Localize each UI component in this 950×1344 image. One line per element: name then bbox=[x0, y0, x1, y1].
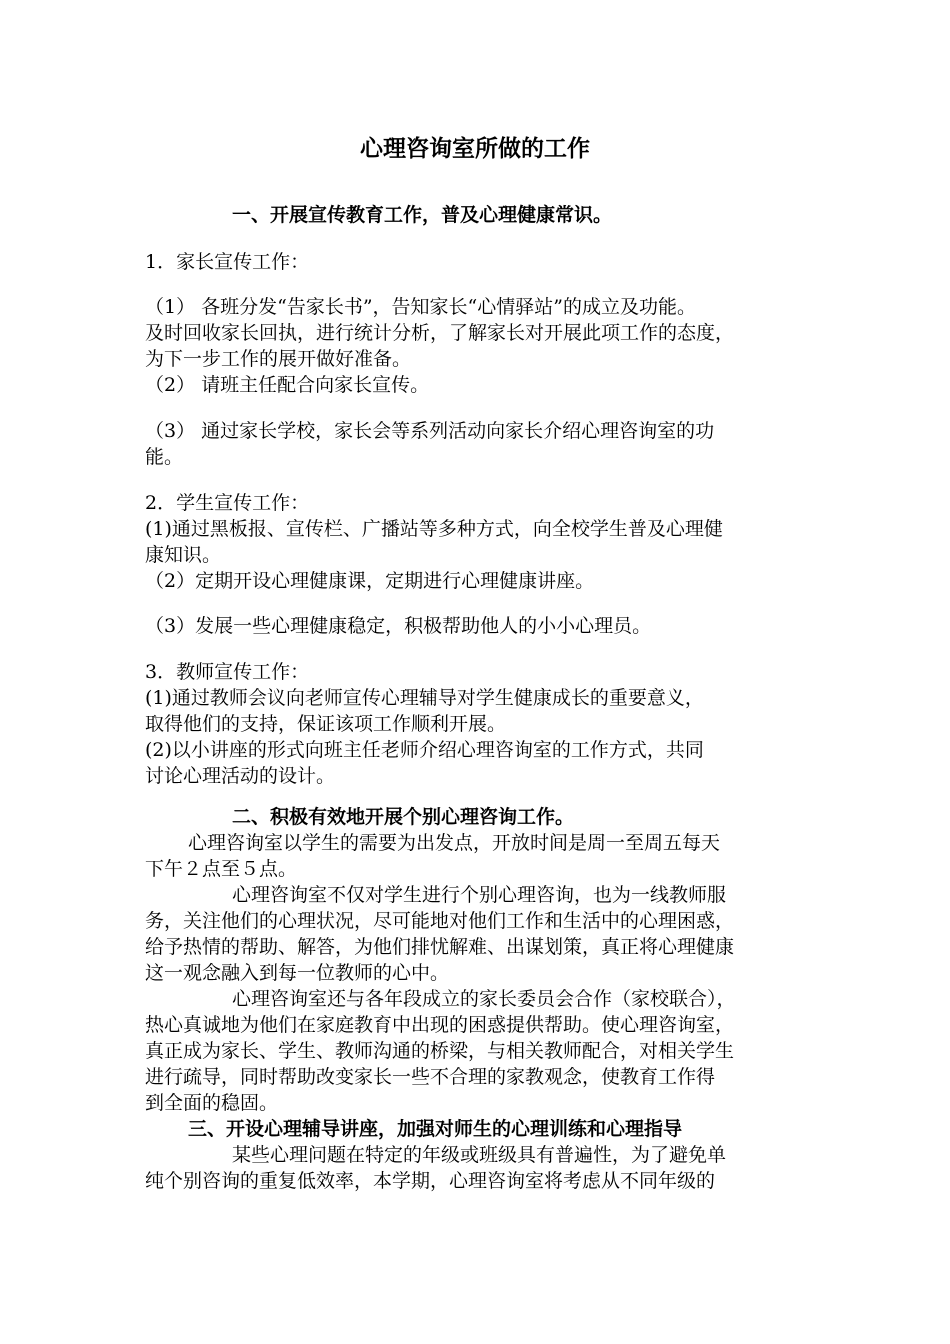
paragraph-line: （3） 通过家长学校，家长会等系列活动向家长介绍心理咨询室的功 bbox=[145, 420, 715, 442]
paragraph-line: 及时回收家长回执，进行统计分析，了解家长对开展此项工作的态度， bbox=[145, 322, 735, 344]
paragraph-line: (1)通过黑板报、宣传栏、广播站等多种方式，向全校学生普及心理健 bbox=[145, 518, 723, 540]
section-1-heading: 一、开展宣传教育工作，普及心理健康常识。 bbox=[232, 204, 613, 226]
paragraph-line: 下午２点至５点。 bbox=[145, 858, 298, 880]
paragraph-line: 心理咨询室不仅对学生进行个别心理咨询，也为一线教师服 bbox=[232, 884, 727, 906]
paragraph-line: 到全面的稳固。 bbox=[145, 1092, 279, 1114]
sub-2-heading: 2．学生宣传工作： bbox=[145, 492, 310, 514]
paragraph-line: 给予热情的帮助、解答，为他们排忧解难、出谋划策，真正将心理健康 bbox=[145, 936, 735, 958]
paragraph-line: （1） 各班分发“告家长书”，告知家长“心情驿站”的成立及功能。 bbox=[145, 296, 696, 318]
paragraph-line: （2） 请班主任配合向家长宣传。 bbox=[145, 374, 430, 396]
paragraph-line: 这一观念融入到每一位教师的心中。 bbox=[145, 962, 450, 984]
paragraph-line: 热心真诚地为他们在家庭教育中出现的困惑提供帮助。使心理咨询室， bbox=[145, 1014, 735, 1036]
paragraph-line: 纯个别咨询的重复低效率，本学期，心理咨询室将考虑从不同年级的 bbox=[145, 1170, 716, 1192]
paragraph-line: 心理咨询室以学生的需要为出发点，开放时间是周一至周五每天 bbox=[188, 832, 721, 854]
paragraph-line: 取得他们的支持，保证该项工作顺利开展。 bbox=[145, 713, 507, 735]
paragraph-line: 进行疏导，同时帮助改变家长一些不合理的家教观念，使教育工作得 bbox=[145, 1066, 716, 1088]
paragraph-line: (1)通过教师会议向老师宣传心理辅导对学生健康成长的重要意义， bbox=[145, 687, 704, 709]
sub-1-heading: 1．家长宣传工作： bbox=[145, 251, 310, 273]
paragraph-line: 务，关注他们的心理状况，尽可能地对他们工作和生活中的心理困惑， bbox=[145, 910, 735, 932]
paragraph-line: 心理咨询室还与各年段成立的家长委员会合作（家校联合）， bbox=[232, 988, 736, 1010]
paragraph-line: 某些心理问题在特定的年级或班级具有普遍性，为了避免单 bbox=[232, 1144, 727, 1166]
section-3-heading: 三、开设心理辅导讲座，加强对师生的心理训练和心理指导 bbox=[188, 1118, 683, 1140]
document-title: 心理咨询室所做的工作 bbox=[360, 136, 590, 162]
paragraph-line: (2)以小讲座的形式向班主任老师介绍心理咨询室的工作方式，共同 bbox=[145, 739, 704, 761]
paragraph-line: 为下一步工作的展开做好准备。 bbox=[145, 348, 412, 370]
paragraph-line: 能。 bbox=[145, 446, 184, 468]
section-2-heading: 二、积极有效地开展个别心理咨询工作。 bbox=[232, 806, 575, 828]
sub-3-heading: 3．教师宣传工作： bbox=[145, 661, 310, 683]
paragraph-line: 真正成为家长、学生、教师沟通的桥梁，与相关教师配合，对相关学生 bbox=[145, 1040, 735, 1062]
paragraph-line: 讨论心理活动的设计。 bbox=[145, 765, 336, 787]
paragraph-line: 康知识。 bbox=[145, 544, 222, 566]
paragraph-line: （2）定期开设心理健康课，定期进行心理健康讲座。 bbox=[145, 570, 595, 592]
paragraph-line: （3）发展一些心理健康稳定，积极帮助他人的小小心理员。 bbox=[145, 615, 652, 637]
